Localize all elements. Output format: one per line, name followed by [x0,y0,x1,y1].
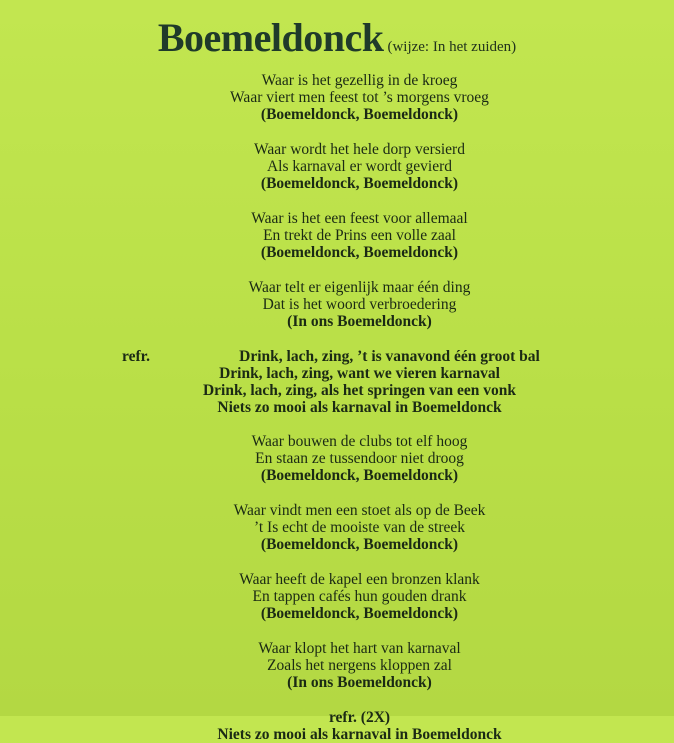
stanza-4 [45,279,674,330]
verse-chorus: (In ons Boemeldonck) [287,313,432,330]
song-subtitle: (wijze: In het zuiden) [387,39,517,55]
lyrics-body [0,72,674,743]
stanza-8 [45,640,674,691]
verse-chorus: (Boemeldonck, Boemeldonck) [260,536,459,553]
verse-chorus: (In ons Boemeldonck) [287,674,432,691]
stanza-1 [45,72,674,123]
refrain [45,348,674,416]
refrain-line: Drink, lach, zing, als het springen van een vonk [202,382,517,399]
final-refrain-line: Niets zo mooi als karnaval in Boemeldonck [217,726,502,743]
verse-line: Waar bouwen de clubs tot elf hoog [251,433,468,450]
verse-chorus: (Boemeldonck, Boemeldonck) [260,605,459,622]
verse-line: Waar heeft de kapel een bronzen klank [239,571,480,588]
verse-chorus: (Boemeldonck, Boemeldonck) [260,106,459,123]
verse-line: Waar klopt het hart van karnaval [258,640,461,657]
verse-line: Waar is het gezellig in de kroeg [261,72,458,89]
verse-line: ’t Is echt de mooiste van de streek [253,519,466,536]
verse-line: Waar vindt men een stoet als op de Beek [233,502,486,519]
verse-line: Dat is het woord verbroedering [262,296,457,313]
verse-chorus: (Boemeldonck, Boemeldonck) [260,467,459,484]
final-refrain [45,709,674,743]
stanza-6 [45,502,674,553]
verse-line: Waar telt er eigenlijk maar één ding [248,279,471,296]
verse-line: En tappen cafés hun gouden drank [252,588,467,605]
verse-line: Als karnaval er wordt gevierd [266,158,453,175]
refrain-line: Niets zo mooi als karnaval in Boemeldonck [217,399,502,416]
refrain-line: Drink, lach, zing, ’t is vanavond één groot bal [239,348,540,365]
stanza-2 [45,141,674,192]
stanza-7 [45,571,674,622]
verse-line: Waar is het een feest voor allemaal [251,210,468,227]
refrain-label: refr. [122,348,150,365]
stanza-3 [45,210,674,261]
verse-chorus: (Boemeldonck, Boemeldonck) [260,175,459,192]
verse-chorus: (Boemeldonck, Boemeldonck) [260,244,459,261]
song-title: Boemeldonck [157,15,384,60]
title-row [0,14,674,61]
verse-line: Waar viert men feest tot ’s morgens vroeg [230,89,489,106]
verse-line: Zoals het nergens kloppen zal [267,657,452,674]
verse-line: En trekt de Prins een volle zaal [263,227,456,244]
verse-line: Waar wordt het hele dorp versierd [254,141,465,158]
stanza-5 [45,433,674,484]
verse-line: En staan ze tussendoor niet droog [255,450,464,467]
final-refrain-label: refr. (2X) [328,709,391,726]
refrain-line: Drink, lach, zing, want we vieren karnaval [219,365,500,382]
